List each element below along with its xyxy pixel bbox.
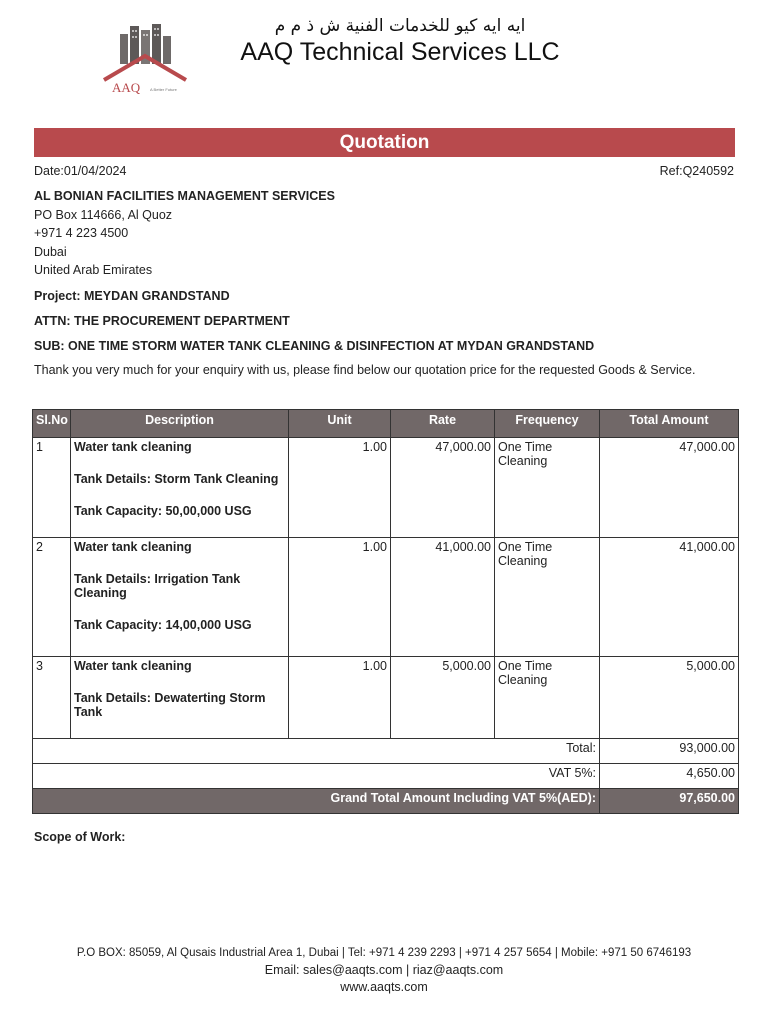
row-unit: 1.00 (289, 438, 391, 538)
total-row (33, 739, 739, 764)
desc-tank-details: Tank Details: Irrigation Tank Cleaning (74, 572, 241, 600)
items-table (32, 409, 739, 814)
footer-address: P.O BOX: 85059, Al Qusais Industrial Area 1, Dubai | Tel: +971 4 239 2293 | +971 4 257 5654 | Mobile: +971 50 6746193 (76, 947, 692, 959)
row-total: 41,000.00 (600, 538, 739, 657)
subject-line: SUB: ONE TIME STORM WATER TANK CLEANING & DISINFECTION AT MYDAN GRANDSTAND (34, 339, 595, 353)
quotation-ref: Ref:Q240592 (659, 164, 734, 178)
vat-value: 4,650.00 (600, 764, 739, 789)
attn-line: ATTN: THE PROCUREMENT DEPARTMENT (34, 314, 290, 328)
document-title: Quotation (34, 128, 735, 157)
letterhead (0, 0, 768, 110)
logo-text: AAQ (112, 80, 141, 94)
total-value: 93,000.00 (600, 739, 739, 764)
row-description (71, 538, 289, 657)
header-total: Total Amount (600, 410, 739, 438)
desc-tank-capacity: Tank Capacity: 14,00,000 USG (74, 618, 252, 632)
header-slno: Sl.No (33, 410, 71, 438)
scope-of-work-label: Scope of Work: (34, 830, 126, 844)
header-rate: Rate (391, 410, 495, 438)
header-unit: Unit (289, 410, 391, 438)
client-phone: +971 4 223 4500 (34, 226, 129, 240)
company-name-arabic: ايه ايه كيو للخدمات الفنية ش ذ م م (274, 16, 526, 36)
table-row (33, 538, 739, 657)
footer-email: Email: sales@aaqts.com | riaz@aaqts.com (264, 963, 504, 977)
row-unit: 1.00 (289, 657, 391, 739)
desc-item: Water tank cleaning (74, 540, 192, 554)
row-description (71, 438, 289, 538)
row-total: 47,000.00 (600, 438, 739, 538)
desc-tank-details: Tank Details: Dewaterting Storm Tank (74, 691, 266, 719)
table-row (33, 438, 739, 538)
desc-item: Water tank cleaning (74, 440, 192, 454)
row-slno: 1 (33, 438, 71, 538)
desc-item: Water tank cleaning (74, 659, 192, 673)
client-country: United Arab Emirates (34, 263, 153, 277)
vat-row (33, 764, 739, 789)
footer-website: www.aaqts.com (340, 980, 428, 994)
row-rate: 41,000.00 (391, 538, 495, 657)
header-frequency: Frequency (495, 410, 600, 438)
intro-text: Thank you very much for your enquiry with us, please find below our quotation price for the requested Goods & Service. (34, 363, 696, 377)
row-frequency: One Time Cleaning (495, 657, 600, 739)
grand-total-value: 97,650.00 (600, 789, 739, 814)
grand-total-row (33, 789, 739, 814)
row-description (71, 657, 289, 739)
row-slno: 3 (33, 657, 71, 739)
project-line: Project: MEYDAN GRANDSTAND (34, 289, 230, 303)
row-frequency: One Time Cleaning (495, 538, 600, 657)
row-total: 5,000.00 (600, 657, 739, 739)
row-rate: 5,000.00 (391, 657, 495, 739)
row-rate: 47,000.00 (391, 438, 495, 538)
row-slno: 2 (33, 538, 71, 657)
row-unit: 1.00 (289, 538, 391, 657)
quotation-date: Date:01/04/2024 (34, 164, 127, 178)
desc-tank-capacity: Tank Capacity: 50,00,000 USG (74, 504, 252, 518)
client-city: Dubai (34, 245, 67, 259)
table-row (33, 657, 739, 739)
company-name: AAQ Technical Services LLC (240, 38, 560, 66)
client-address: PO Box 114666, Al Quoz (34, 208, 173, 222)
logo-tagline: A Better Future (150, 87, 177, 92)
desc-tank-details: Tank Details: Storm Tank Cleaning (74, 472, 279, 486)
vat-label: VAT 5%: (33, 764, 600, 789)
total-label: Total: (33, 739, 600, 764)
row-frequency: One Time Cleaning (495, 438, 600, 538)
grand-total-label: Grand Total Amount Including VAT 5%(AED): (33, 789, 600, 814)
header-description: Description (71, 410, 289, 438)
company-logo (100, 22, 200, 94)
table-header-row (33, 410, 739, 438)
client-name: AL BONIAN FACILITIES MANAGEMENT SERVICES (34, 189, 335, 203)
